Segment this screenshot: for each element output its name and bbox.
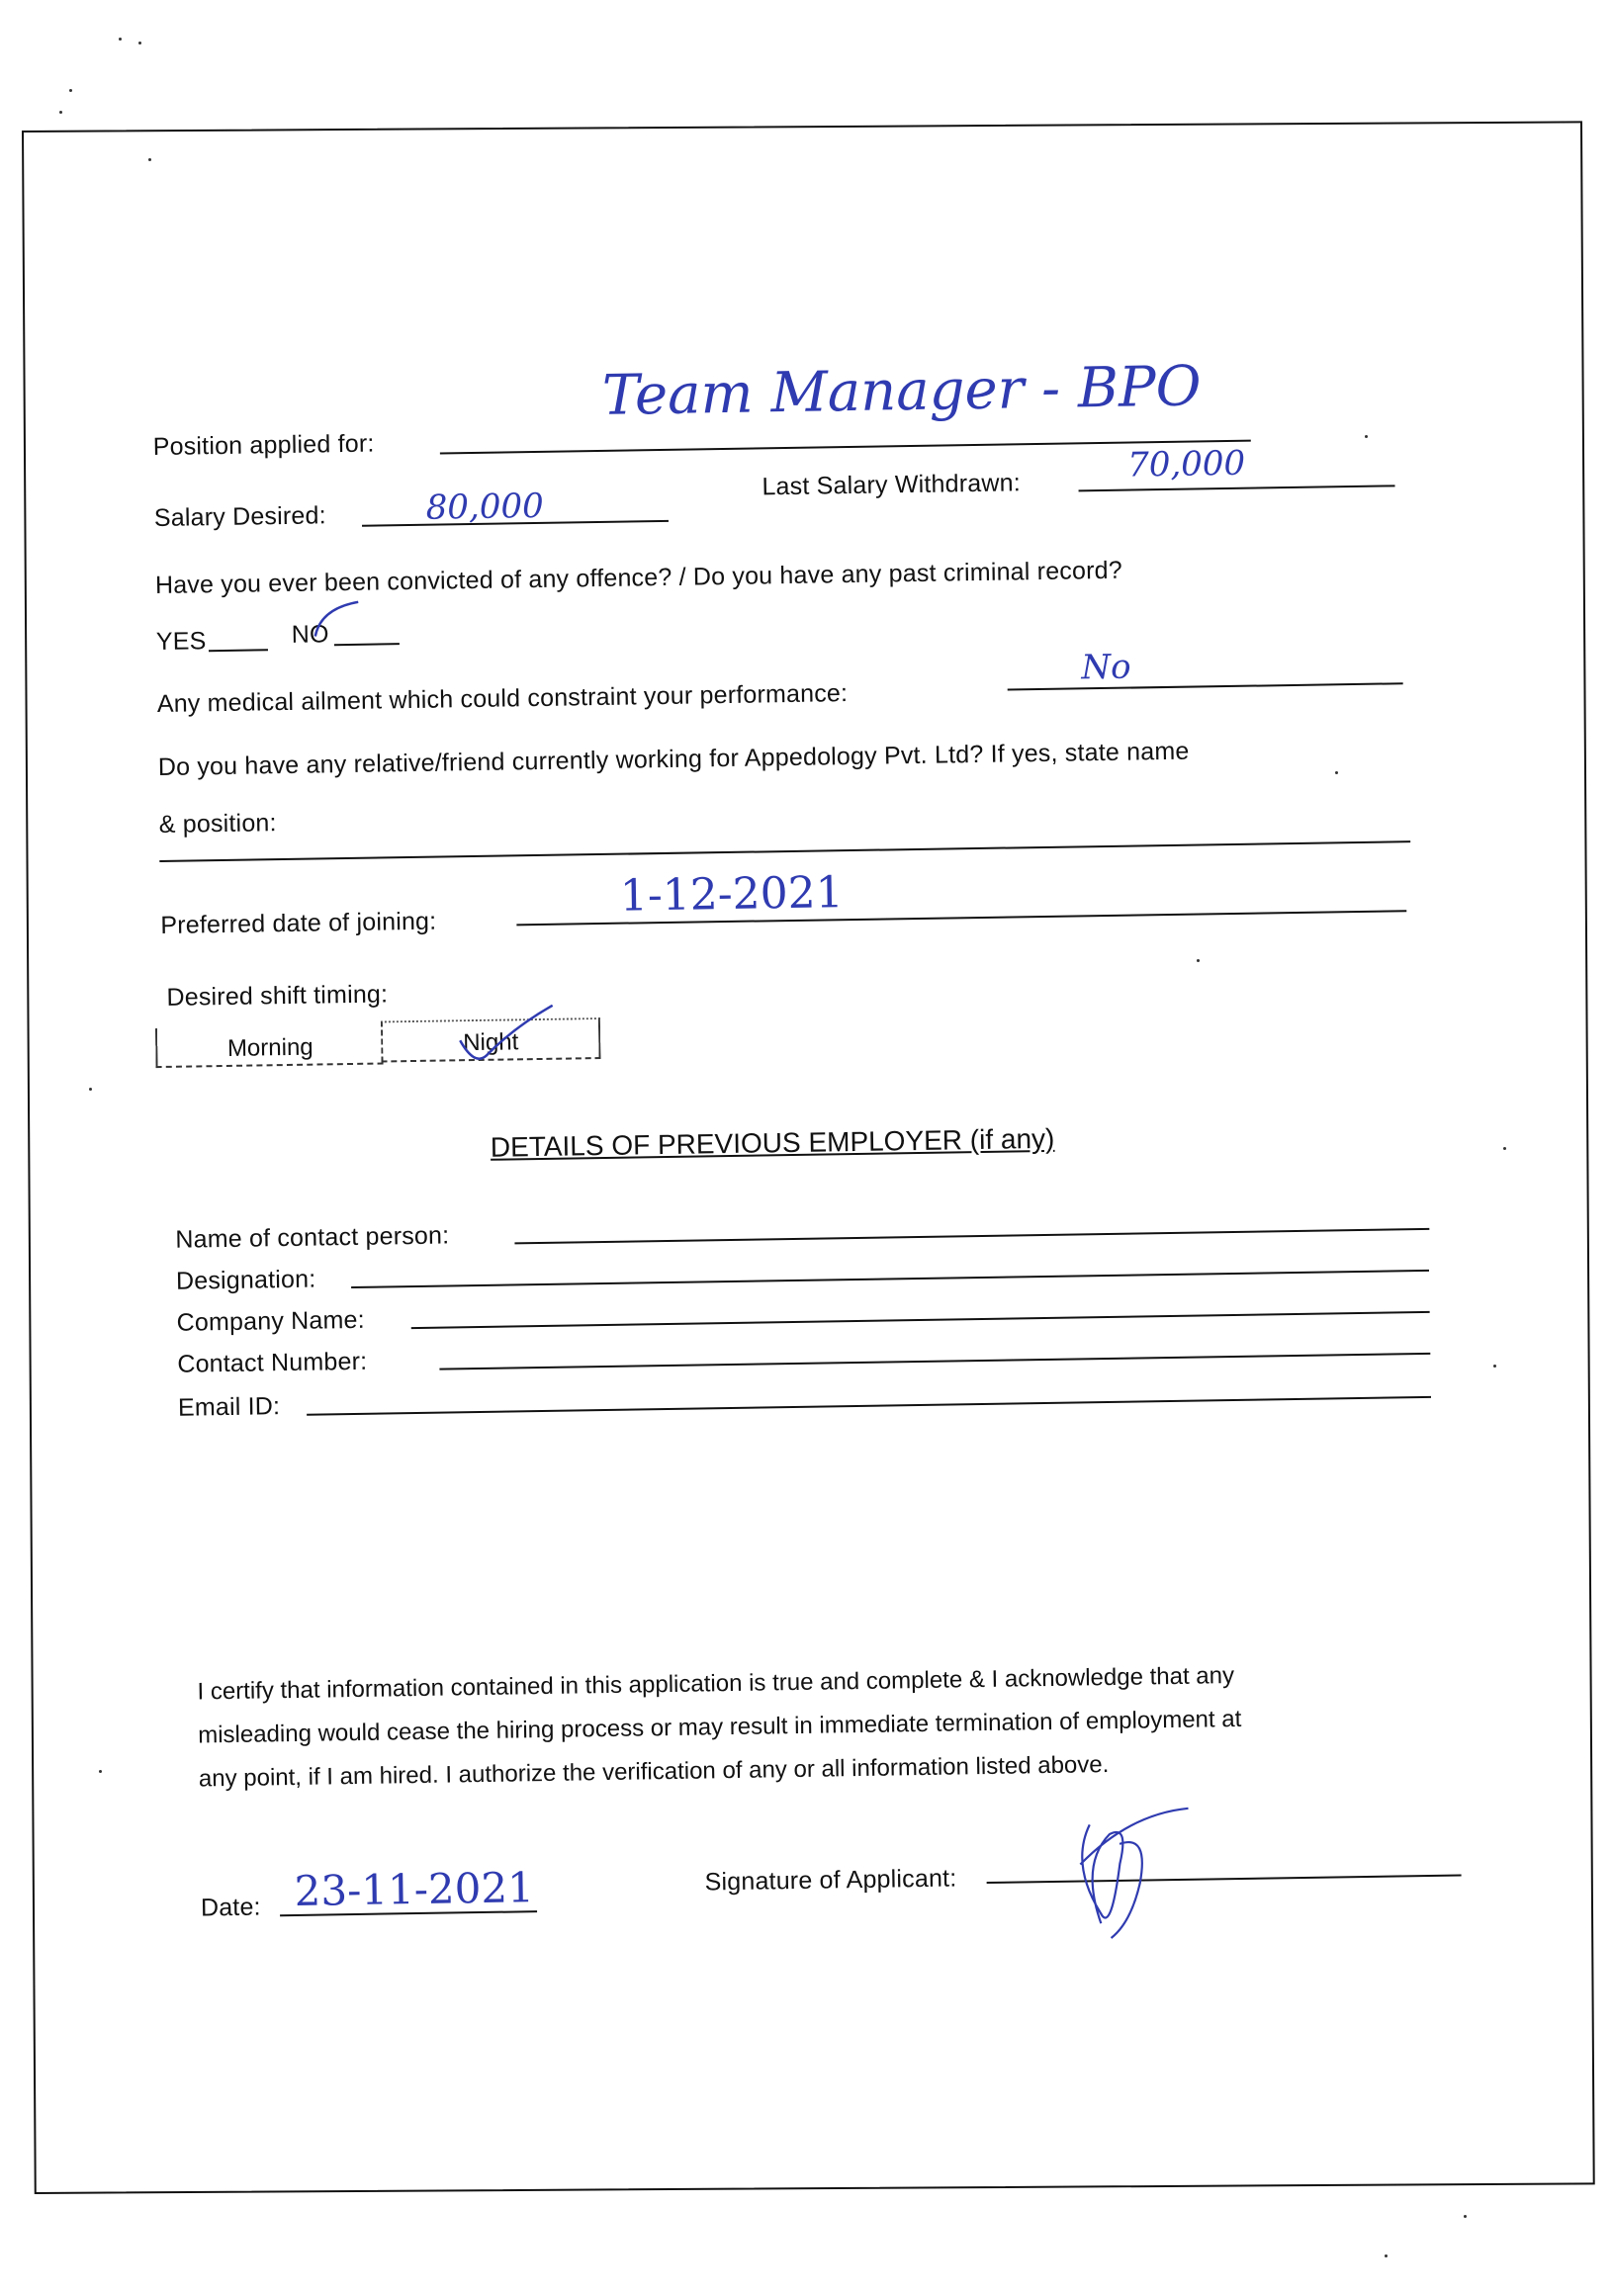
company-name-label: Company Name: (176, 1305, 366, 1337)
contact-number-line[interactable] (439, 1353, 1430, 1370)
medical-label: Any medical ailment which could constraint your performance: (156, 679, 849, 719)
email-line[interactable] (307, 1396, 1431, 1416)
date-value[interactable]: 23-11-2021 (294, 1863, 535, 1915)
contact-person-label: Name of contact person: (175, 1221, 450, 1254)
no-checkmark-icon (309, 596, 369, 647)
designation-label: Designation: (175, 1265, 316, 1295)
signature-scribble[interactable] (1049, 1804, 1200, 1944)
relative-question: Do you have any relative/friend currently working for Appedology Pvt. Ltd? If yes, state name (157, 737, 1190, 782)
contact-person-line[interactable] (514, 1228, 1429, 1245)
night-checkmark-icon (454, 998, 564, 1069)
criminal-record-question: Have you ever been convicted of any offence? / Do you have any past criminal record? (154, 556, 1123, 600)
relative-position-label: & position: (158, 809, 277, 839)
position-label: Position applied for: (152, 429, 375, 462)
yes-option-line[interactable] (209, 649, 268, 652)
shift-option-label: Night (463, 1028, 519, 1057)
salary-desired-value[interactable]: 80,000 (425, 486, 545, 528)
no-option-label: NO (291, 620, 329, 649)
medical-line[interactable] (1008, 682, 1403, 690)
position-value[interactable]: Team Manager - BPO (601, 354, 1203, 428)
previous-employer-heading: DETAILS OF PREVIOUS EMPLOYER (if any) (490, 1122, 1055, 1163)
salary-desired-label: Salary Desired: (153, 501, 326, 533)
yes-option-label: YES (155, 627, 207, 657)
last-salary-line[interactable] (1079, 485, 1395, 491)
joining-date-value[interactable]: 1-12-2021 (619, 867, 845, 922)
company-name-line[interactable] (411, 1311, 1430, 1329)
declaration-line: I certify that information contained in this application is true and complete & I acknowledge that any (197, 1662, 1235, 1706)
shift-option-morning[interactable] (155, 1024, 384, 1068)
joining-date-label: Preferred date of joining: (160, 907, 437, 939)
last-salary-label: Last Salary Withdrawn: (762, 469, 1022, 501)
last-salary-value[interactable]: 70,000 (1126, 443, 1246, 486)
date-label: Date: (200, 1893, 261, 1922)
contact-number-label: Contact Number: (177, 1347, 368, 1378)
relative-line[interactable] (159, 840, 1410, 862)
medical-value[interactable]: No (1081, 647, 1131, 688)
shift-option-label: Morning (226, 1033, 314, 1062)
declaration-line: any point, if I am hired. I authorize the verification of any or all information listed above. (198, 1751, 1110, 1793)
signature-label: Signature of Applicant: (704, 1864, 957, 1897)
declaration-line: misleading would cease the hiring process or may result in immediate termination of employment at (198, 1705, 1242, 1749)
declaration-text (197, 1650, 1484, 1801)
designation-line[interactable] (351, 1270, 1429, 1288)
email-label: Email ID: (177, 1392, 281, 1422)
shift-label: Desired shift timing: (166, 980, 389, 1012)
